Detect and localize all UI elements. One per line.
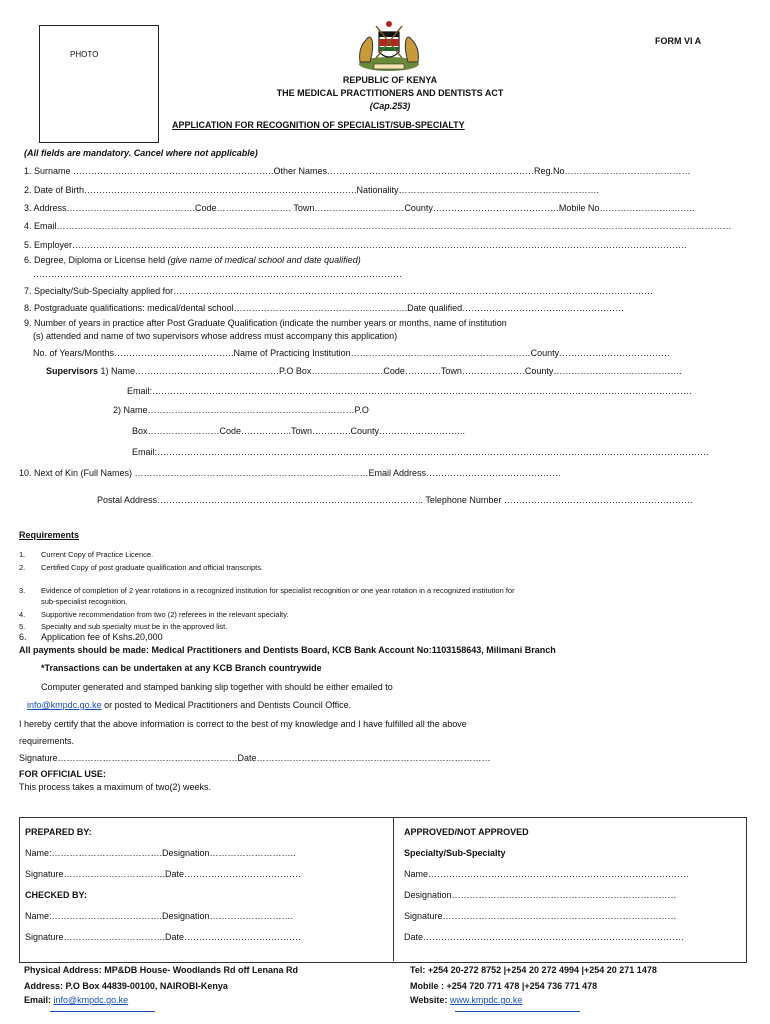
field-supervisor-1[interactable] bbox=[46, 366, 682, 376]
footer-telephone: Tel: +254 20-272 8752 |+254 20 272 4994 |+254 20 271 1478 bbox=[410, 965, 657, 975]
field-years-label: 9. Number of years in practice after Post Graduate Qualification (indicate the number years or months, name of institution bbox=[24, 318, 507, 328]
field-degree[interactable] bbox=[24, 255, 361, 265]
requirements-heading: Requirements bbox=[19, 530, 80, 540]
requirement-item: Certified Copy of post graduate qualification and official transcripts. bbox=[41, 563, 264, 572]
certification-text: I hereby certify that the above information is correct to the best of my knowledge and I have fulfilled all the above bbox=[19, 719, 467, 729]
requirement-num: 3. bbox=[19, 586, 26, 595]
specialty-heading: Specialty/Sub-Specialty bbox=[404, 848, 506, 858]
footer-physical-address: Physical Address: MP&DB House- Woodlands Rd off Lenana Rd bbox=[24, 965, 299, 975]
instructions: (All fields are mandatory. Cancel where not applicable) bbox=[24, 148, 258, 158]
footer-website-underline bbox=[455, 1011, 580, 1012]
requirement-item: Application fee of Kshs.20,000 bbox=[41, 632, 163, 642]
footer-email-link[interactable]: info@kmpdc.go.ke bbox=[53, 995, 129, 1005]
footer-postal-address: Address: P.O Box 44839-00100, NAIROBI-Kenya bbox=[24, 981, 228, 991]
footer-website-label: Website: bbox=[410, 995, 450, 1005]
prepared-name-field[interactable]: Name:……………………………….Designation……………………….. bbox=[25, 848, 296, 858]
approved-name-field[interactable]: Name…………………………………………………………………………… bbox=[404, 869, 690, 879]
approved-heading: APPROVED/NOT APPROVED bbox=[404, 827, 529, 837]
field-years-months[interactable]: No. of Years/Months………………………………….Name of Practicing Institution……………………………………………………County………………………………. bbox=[33, 348, 670, 358]
official-use-heading: FOR OFFICIAL USE: bbox=[19, 769, 106, 779]
requirement-item: Supportive recommendation from two (2) referees in the relevant specialty. bbox=[41, 610, 289, 619]
supervisor-1-line: 1) Name…………………………………………P.O Box……………………Code…………Town…………………County……………………………………. bbox=[98, 366, 682, 376]
field-supervisor-2[interactable]: 2) Name……………………………………………………………P.O bbox=[113, 405, 369, 415]
field-employer[interactable]: 5. Employer……………………………………………………………………………………………………………………………………………………………………………………. bbox=[24, 240, 687, 250]
payment-post-note: or posted to Medical Practitioners and Dentists Council Office. bbox=[101, 700, 352, 710]
payment-email-link[interactable]: info@kmpdc.go.ke bbox=[27, 700, 102, 710]
payment-slip-note: Computer generated and stamped banking slip together with should be either emailed to bbox=[41, 682, 393, 692]
act-heading: THE MEDICAL PRACTITIONERS AND DENTISTS ACT bbox=[276, 88, 504, 98]
requirement-item: Current Copy of Practice Licence. bbox=[41, 550, 154, 559]
photo-label: PHOTO bbox=[70, 50, 99, 59]
field-address[interactable]: 3. Address…………………………………….Code……………………. Town…………………………County……………………………………Mobile No………………………….. bbox=[24, 203, 695, 213]
requirement-item: Specialty and sub specialty must be in the approved list. bbox=[41, 622, 228, 631]
field-supervisor-1-email[interactable]: Email:……………………………………………………………………………………………………………………………………………………………… bbox=[127, 386, 693, 396]
field-degree-line[interactable]: …………………………………………………………………………………………………………… bbox=[33, 269, 402, 279]
footer-email bbox=[24, 995, 128, 1005]
supervisors-label: Supervisors bbox=[46, 366, 99, 376]
cap-heading: (Cap.253) bbox=[369, 101, 411, 111]
prepared-signature-field[interactable]: Signature…………………………….Date………………………………… bbox=[25, 869, 302, 879]
requirement-item: Evidence of completion of 2 year rotations in a recognized institution for specialist recognition or one year rotation in a recognized institution for bbox=[41, 586, 515, 595]
signature-date-field[interactable]: Signature……………………………………………………Date…………………………………………………………………… bbox=[19, 753, 491, 763]
table-divider bbox=[393, 817, 394, 961]
degree-hint: (give name of medical school and date qualified) bbox=[167, 255, 361, 265]
field-date-of-birth[interactable]: 2. Date of Birth……………………………………………………………………………….Nationality…………………………………………………………. bbox=[24, 185, 600, 195]
processing-time-note: This process takes a maximum of two(2) weeks. bbox=[19, 782, 212, 792]
photo-box bbox=[39, 25, 159, 143]
certification-text-2: requirements. bbox=[19, 736, 75, 746]
approved-signature-field[interactable]: Signature…………………………………………………………………… bbox=[404, 911, 677, 921]
payment-instructions: All payments should be made: Medical Practitioners and Dentists Board, KCB Bank Account No:1103158643, Milimani Branch bbox=[19, 645, 556, 655]
field-surname[interactable]: 1. Surname ………………………………………………………….Other Names……………………………………………………………Reg.No…………………………………… bbox=[24, 166, 691, 176]
field-supervisor-2-box[interactable]: Box……………………Code……………..Town………….County……………………….. bbox=[132, 426, 466, 436]
approved-date-field[interactable]: Date…………………………………………………………………………… bbox=[404, 932, 685, 942]
requirement-num: 2. bbox=[19, 563, 26, 572]
form-title: APPLICATION FOR RECOGNITION OF SPECIALIST/SUB-SPECIALTY bbox=[172, 120, 465, 130]
footer-mobile: Mobile : +254 720 771 478 |+254 736 771 478 bbox=[410, 981, 598, 991]
requirement-num: 1. bbox=[19, 550, 26, 559]
republic-heading: REPUBLIC OF KENYA bbox=[342, 75, 438, 85]
field-next-of-kin[interactable]: 10. Next of Kin (Full Names) ……………………………………………………………………Email Address……………………………………… bbox=[19, 468, 562, 478]
coat-of-arms-icon bbox=[352, 18, 426, 74]
payment-email-line bbox=[27, 700, 351, 710]
field-email[interactable]: 4. Email……………………………………………………………………………………………………………………………………………………………………………………………………… bbox=[24, 221, 732, 231]
footer-website-link[interactable]: www.kmpdc.go.ke bbox=[449, 995, 523, 1005]
field-specialty[interactable]: 7. Specialty/Sub-Specialty applied for……………………………………………………………………………………………………………………………………………. bbox=[24, 286, 653, 296]
prepared-by-heading: PREPARED BY: bbox=[25, 827, 92, 837]
field-years-label-2: (s) attended and name of two supervisors whose address must accompany this application) bbox=[33, 331, 398, 341]
form-id: FORM VI A bbox=[655, 36, 702, 46]
approved-designation-field[interactable]: Designation………………………………………………………………… bbox=[404, 890, 677, 900]
field-postgraduate[interactable]: 8. Postgraduate qualifications: medical/dental school………………………………………………….Date qualified……………………………………………… bbox=[24, 303, 625, 313]
requirement-num: 5. bbox=[19, 622, 26, 631]
field-supervisor-2-email[interactable]: Email:…………………………………………………………………………………………………………………………………………………………………. bbox=[132, 447, 709, 457]
requirement-num: 6. bbox=[19, 632, 27, 642]
footer-website bbox=[410, 995, 522, 1005]
payment-branch-note: *Transactions can be undertaken at any KCB Branch countrywide bbox=[41, 663, 322, 673]
footer-email-underline bbox=[50, 1011, 155, 1012]
footer-email-label: Email: bbox=[24, 995, 54, 1005]
checked-name-field[interactable]: Name:……………………………….Designation………………………. bbox=[25, 911, 294, 921]
checked-by-heading: CHECKED BY: bbox=[25, 890, 87, 900]
requirement-item: sub-specialist recognition. bbox=[41, 597, 128, 606]
requirement-num: 4. bbox=[19, 610, 26, 619]
checked-signature-field[interactable]: Signature…………………………….Date………………………………… bbox=[25, 932, 302, 942]
degree-label: 6. Degree, Diploma or License held bbox=[24, 255, 168, 265]
field-postal-address[interactable]: Postal Address…………………………………………………………………………….. Telephone Number ……………………………………………………… bbox=[97, 495, 693, 505]
